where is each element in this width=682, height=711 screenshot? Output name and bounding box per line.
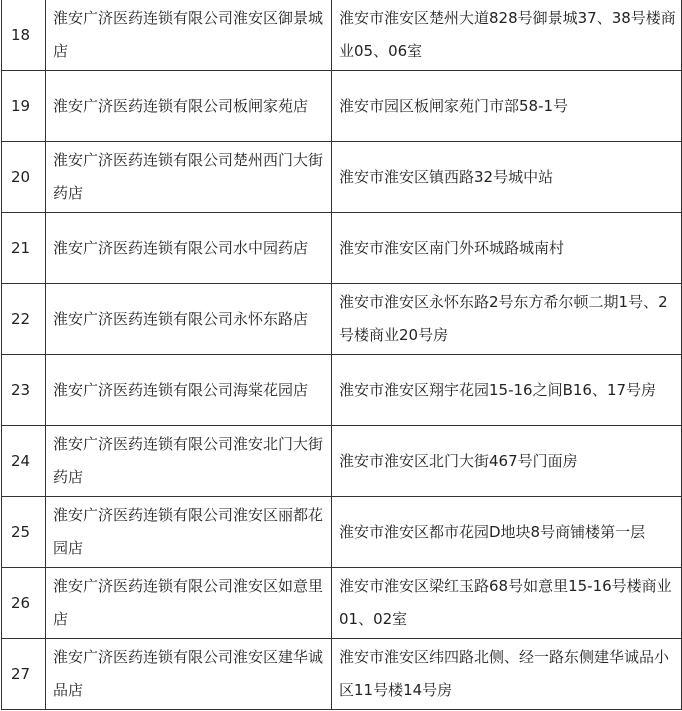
- store-name: 淮安广济医药连锁有限公司板闸家苑店: [46, 71, 332, 142]
- table-row: [2, 568, 682, 639]
- row-number: 18: [2, 0, 46, 71]
- table-row: [2, 284, 682, 355]
- row-number: 25: [2, 497, 46, 568]
- row-number: 20: [2, 142, 46, 213]
- store-name: 淮安广济医药连锁有限公司淮安区丽都花园店: [46, 497, 332, 568]
- store-name: 淮安广济医药连锁有限公司淮安区御景城店: [46, 0, 332, 71]
- row-number: 19: [2, 71, 46, 142]
- table-row: [2, 142, 682, 213]
- store-table: [1, 0, 682, 710]
- store-address: 淮安市淮安区都市花园D地块8号商铺楼第一层: [332, 497, 682, 568]
- store-address: 淮安市淮安区永怀东路2号东方希尔顿二期1号、2号楼商业20号房: [332, 284, 682, 355]
- table-row: [2, 355, 682, 426]
- store-address: 淮安市淮安区南门外环城路城南村: [332, 213, 682, 284]
- store-address: 淮安市淮安区纬四路北侧、经一路东侧建华诚品小区11号楼14号房: [332, 639, 682, 710]
- row-number: 23: [2, 355, 46, 426]
- row-number: 24: [2, 426, 46, 497]
- store-name: 淮安广济医药连锁有限公司淮安北门大街药店: [46, 426, 332, 497]
- store-name: 淮安广济医药连锁有限公司海棠花园店: [46, 355, 332, 426]
- store-address: 淮安市淮安区翔宇花园15-16之间B16、17号房: [332, 355, 682, 426]
- row-number: 22: [2, 284, 46, 355]
- store-table-body: [2, 0, 682, 710]
- store-address: 淮安市淮安区楚州大道828号御景城37、38号楼商业05、06室: [332, 0, 682, 71]
- store-name: 淮安广济医药连锁有限公司淮安区如意里店: [46, 568, 332, 639]
- row-number: 27: [2, 639, 46, 710]
- store-address: 淮安市园区板闸家苑门市部58-1号: [332, 71, 682, 142]
- store-address: 淮安市淮安区北门大街467号门面房: [332, 426, 682, 497]
- row-number: 21: [2, 213, 46, 284]
- table-row: [2, 71, 682, 142]
- store-address: 淮安市淮安区镇西路32号城中站: [332, 142, 682, 213]
- store-name: 淮安广济医药连锁有限公司淮安区建华诚品店: [46, 639, 332, 710]
- table-row: [2, 213, 682, 284]
- table-row: [2, 426, 682, 497]
- table-row: [2, 639, 682, 710]
- row-number: 26: [2, 568, 46, 639]
- store-name: 淮安广济医药连锁有限公司永怀东路店: [46, 284, 332, 355]
- store-name: 淮安广济医药连锁有限公司楚州西门大街药店: [46, 142, 332, 213]
- store-name: 淮安广济医药连锁有限公司水中园药店: [46, 213, 332, 284]
- table-row: [2, 0, 682, 71]
- table-row: [2, 497, 682, 568]
- store-address: 淮安市淮安区梁红玉路68号如意里15-16号楼商业01、02室: [332, 568, 682, 639]
